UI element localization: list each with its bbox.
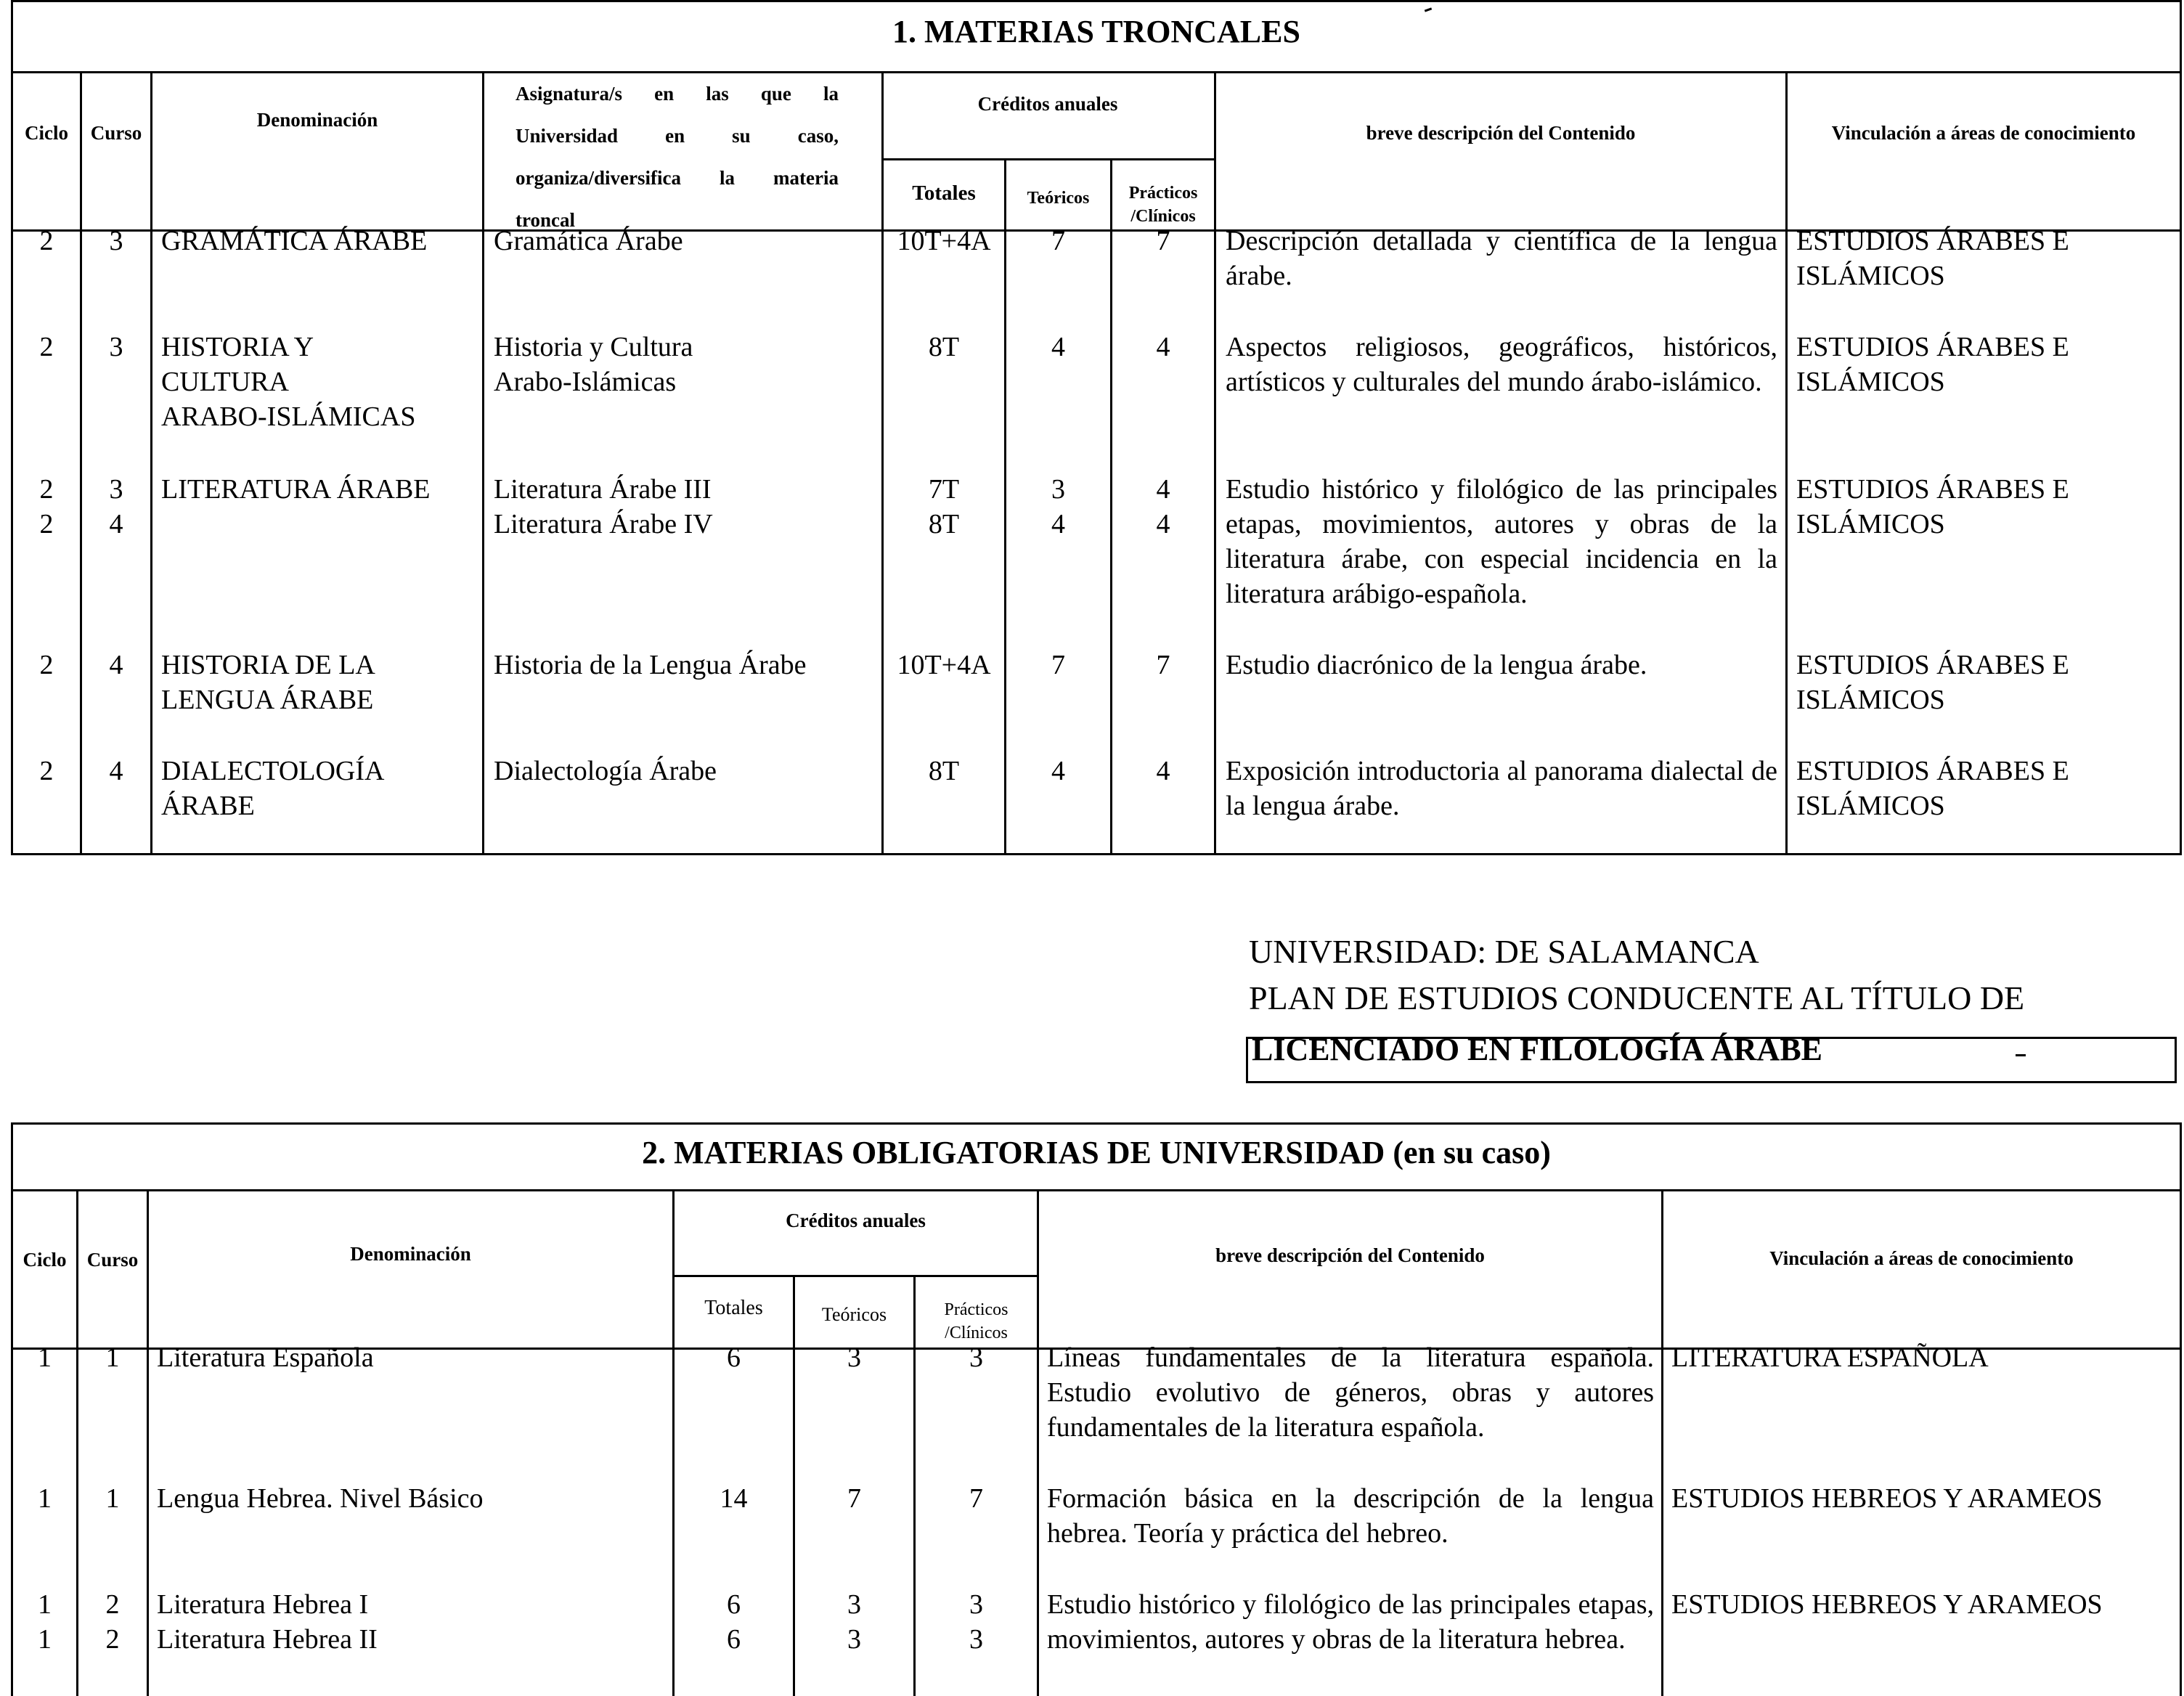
practicos-line: 3 (969, 1624, 983, 1655)
cell-ciclo: 1 (38, 1483, 52, 1514)
table-title: 2. MATERIAS OBLIGATORIAS DE UNIVERSIDAD (en su caso) (642, 1135, 1551, 1170)
denominacion-line: HISTORIA Y (161, 332, 314, 362)
cell-practicos: 7 (1156, 650, 1170, 680)
plan-estudios-line: PLAN DE ESTUDIOS CONDUCENTE AL TÍTULO DE (1249, 979, 2025, 1016)
asignatura-line: Arabo-Islámicas (494, 367, 677, 397)
cell-practicos: 7 (969, 1483, 983, 1514)
curso-line: 4 (109, 509, 123, 539)
cell-practicos: 7 (1156, 226, 1170, 256)
curso-line: 3 (109, 474, 123, 505)
cell-curso: 3 (109, 226, 123, 256)
cell-descripcion: Exposición introductoria al panorama dialectal de la lengua árabe. (1226, 756, 1777, 821)
asignatura-line: Historia y Cultura (494, 332, 693, 362)
cell-asignatura (494, 472, 879, 542)
cell-vinculacion (1796, 224, 2177, 293)
header-practicos (916, 1298, 1037, 1345)
teoricos-line: 3 (1051, 474, 1065, 505)
header-descripcion: breve descripción del Contenido (1215, 1244, 1485, 1266)
header-ciclo: Ciclo (25, 122, 68, 144)
denominacion-line: CULTURA (161, 367, 289, 397)
teoricos-line: 3 (847, 1589, 861, 1620)
cell-ciclo (13, 472, 80, 542)
denominacion-line: Literatura Hebrea II (157, 1624, 378, 1655)
cell-curso: 3 (109, 332, 123, 362)
cell-denominacion: Literatura Española (157, 1342, 374, 1373)
header-asignatura-line: troncal (516, 209, 575, 231)
denominacion-line: ARABO-ISLÁMICAS (161, 401, 416, 432)
cell-curso: 4 (109, 650, 123, 680)
cell-descripcion: Estudio histórico y filológico de las principales etapas, movimientos, autores y obras de la literatura hebrea. (1047, 1589, 1654, 1655)
titulo-licenciado: LICENCIADO EN FILOLOGÍA ÁRABE (1252, 1032, 1823, 1067)
cell-curso: 1 (105, 1342, 120, 1373)
header-curso: Curso (90, 122, 142, 144)
asignatura-line: Literatura Árabe IV (494, 509, 713, 539)
cell-vinculacion (1796, 330, 2177, 399)
cell-totales (884, 472, 1004, 542)
cell-asignatura: Historia de la Lengua Árabe (494, 650, 807, 680)
cell-asignatura: Dialectología Árabe (494, 756, 717, 786)
teoricos-line: 4 (1051, 509, 1065, 539)
cell-vinculacion: ESTUDIOS HEBREOS Y ARAMEOS (1671, 1483, 2103, 1514)
cell-teoricos: 4 (1051, 756, 1065, 786)
cell-descripcion: Formación básica en la descripción de la lengua hebrea. Teoría y práctica del hebreo. (1047, 1483, 1654, 1549)
ciclo-line: 2 (39, 509, 54, 539)
cell-ciclo (13, 1587, 76, 1657)
cell-practicos (1112, 472, 1214, 542)
ciclo-line: 1 (38, 1624, 52, 1655)
header-creditos-anuales: Créditos anuales (977, 93, 1118, 115)
cell-teoricos (795, 1587, 913, 1657)
denominacion-line: ÁRABE (161, 791, 255, 821)
header-practicos-line: Prácticos (1128, 184, 1198, 203)
teoricos-line: 3 (847, 1624, 861, 1655)
header-denominacion: Denominación (256, 109, 378, 131)
denominacion-line: Literatura Hebrea I (157, 1589, 369, 1620)
cell-descripcion: Aspectos religiosos, geográficos, históricos, artísticos y culturales del mundo árabo-islámico. (1226, 332, 1777, 397)
vinculacion-line: ESTUDIOS ÁRABES E (1796, 332, 2069, 362)
header-vinculacion: Vinculación a áreas de conocimiento (1769, 1247, 2074, 1269)
header-asignatura (516, 73, 839, 241)
cell-totales: 10T+4A (897, 650, 991, 680)
header-practicos-line: /Clínicos (945, 1324, 1008, 1342)
cell-practicos: 4 (1156, 756, 1170, 786)
cell-ciclo: 2 (39, 756, 54, 786)
totales-line: 6 (727, 1589, 741, 1620)
cell-totales: 10T+4A (897, 226, 991, 256)
cell-ciclo: 2 (39, 332, 54, 362)
cell-vinculacion (1796, 648, 2177, 717)
cell-teoricos: 7 (847, 1483, 861, 1514)
cell-denominacion: GRAMÁTICA ÁRABE (161, 226, 428, 256)
cell-descripcion: Descripción detallada y científica de la lengua árabe. (1226, 226, 1777, 291)
cell-ciclo: 1 (38, 1342, 52, 1373)
cell-denominacion (161, 648, 481, 717)
cell-vinculacion: ESTUDIOS HEBREOS Y ARAMEOS (1671, 1589, 2103, 1620)
cell-denominacion: LITERATURA ÁRABE (161, 474, 431, 505)
cell-ciclo: 2 (39, 650, 54, 680)
cell-curso (78, 1587, 147, 1657)
header-totales: Totales (912, 182, 976, 205)
cell-ciclo: 2 (39, 226, 54, 256)
header-vinculacion: Vinculación a áreas de conocimiento (1831, 122, 2136, 144)
ciclo-line: 1 (38, 1589, 52, 1620)
header-practicos (1112, 182, 1214, 228)
practicos-line: 3 (969, 1589, 983, 1620)
cell-practicos: 4 (1156, 332, 1170, 362)
denominacion-line: LENGUA ÁRABE (161, 685, 374, 715)
denominacion-line: DIALECTOLOGÍA (161, 756, 385, 786)
cell-curso: 1 (105, 1483, 120, 1514)
cell-totales (675, 1587, 793, 1657)
cell-vinculacion (1796, 472, 2177, 542)
vinculacion-line: ESTUDIOS ÁRABES E (1796, 226, 2069, 256)
curso-line: 2 (105, 1624, 120, 1655)
cell-totales: 8T (928, 756, 960, 786)
cell-vinculacion (1796, 754, 2177, 823)
ciclo-line: 2 (39, 474, 54, 505)
cell-totales: 6 (727, 1342, 741, 1373)
asignatura-line: Literatura Árabe III (494, 474, 712, 505)
table-title: 1. MATERIAS TRONCALES (892, 14, 1300, 49)
header-curso: Curso (86, 1249, 139, 1271)
totales-line: 7T (928, 474, 960, 505)
cell-asignatura: Gramática Árabe (494, 226, 683, 256)
header-asignatura-line: organiza/diversifica la materia (516, 167, 839, 189)
cell-denominacion (161, 330, 481, 434)
cell-teoricos: 7 (1051, 226, 1065, 256)
header-asignatura-line: Asignatura/s en las que la (516, 83, 839, 105)
cell-teoricos (1006, 472, 1110, 542)
header-descripcion: breve descripción del Contenido (1366, 122, 1636, 144)
totales-line: 6 (727, 1624, 741, 1655)
universidad-line: UNIVERSIDAD: DE SALAMANCA (1249, 933, 1759, 970)
cell-practicos: 3 (969, 1342, 983, 1373)
cell-descripcion: Estudio histórico y filológico de las principales etapas, movimientos, autores y obras de la literatura árabe, con especial incidencia en la literatura arábigo-española. (1226, 474, 1777, 609)
vinculacion-line: ISLÁMICOS (1796, 261, 1945, 291)
vinculacion-line: ESTUDIOS ÁRABES E (1796, 650, 2069, 680)
cell-denominacion (157, 1587, 665, 1657)
cell-curso (82, 472, 150, 542)
cell-teoricos: 3 (847, 1342, 861, 1373)
header-practicos-line: Prácticos (944, 1300, 1009, 1319)
cell-descripcion: Líneas fundamentales de la literatura española. Estudio evolutivo de géneros, obras y autores fundamentales de la literatura española. (1047, 1342, 1654, 1443)
cell-teoricos: 4 (1051, 332, 1065, 362)
cell-totales: 8T (928, 332, 960, 362)
cell-teoricos: 7 (1051, 650, 1065, 680)
vinculacion-line: ISLÁMICOS (1796, 509, 1945, 539)
header-denominacion: Denominación (350, 1243, 471, 1265)
vinculacion-line: ESTUDIOS ÁRABES E (1796, 756, 2069, 786)
scan-mark (1425, 7, 1432, 12)
cell-vinculacion: LITERATURA ESPAÑOLA (1671, 1342, 1989, 1373)
practicos-line: 4 (1156, 474, 1170, 505)
header-practicos-line: /Clínicos (1130, 207, 1196, 226)
cell-practicos (916, 1587, 1037, 1657)
header-teoricos: Teóricos (821, 1304, 887, 1325)
cell-denominacion: Lengua Hebrea. Nivel Básico (157, 1483, 484, 1514)
denominacion-line: HISTORIA DE LA (161, 650, 375, 680)
vinculacion-line: ISLÁMICOS (1796, 685, 1945, 715)
cell-descripcion: Estudio diacrónico de la lengua árabe. (1226, 650, 1647, 680)
header-asignatura-line: Universidad en su caso, (516, 125, 839, 147)
cell-totales: 14 (720, 1483, 748, 1514)
header-ciclo: Ciclo (23, 1249, 67, 1271)
header-totales: Totales (704, 1297, 763, 1319)
vinculacion-line: ESTUDIOS ÁRABES E (1796, 474, 2069, 505)
header-teoricos: Teóricos (1027, 189, 1090, 208)
vinculacion-line: ISLÁMICOS (1796, 367, 1945, 397)
cell-denominacion (161, 754, 481, 823)
vinculacion-line: ISLÁMICOS (1796, 791, 1945, 821)
curso-line: 2 (105, 1589, 120, 1620)
cell-curso: 4 (109, 756, 123, 786)
practicos-line: 4 (1156, 509, 1170, 539)
totales-line: 8T (928, 509, 960, 539)
cell-asignatura (494, 330, 879, 399)
header-creditos-anuales: Créditos anuales (786, 1210, 926, 1231)
scan-mark (2016, 1054, 2026, 1056)
